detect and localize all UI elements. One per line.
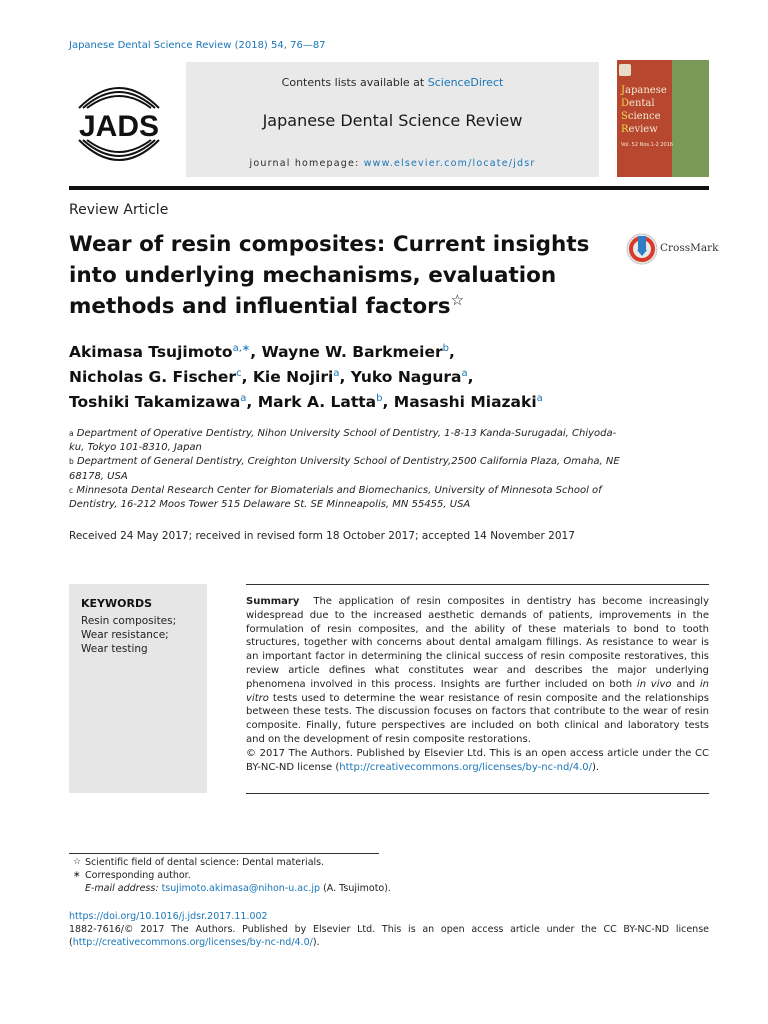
crossmark-icon (626, 232, 658, 266)
author-affiliation-mark[interactable]: a (536, 393, 543, 405)
issn-copyright: 1882-7616/© 2017 The Authors. Published by Elsevier Ltd. This is an open access article under the CC BY-NC-ND license (http://creativecommons.org/licenses/by-nc-nd/4.0/). (69, 924, 709, 948)
article-history: Received 24 May 2017; received in revised form 18 October 2017; accepted 14 November 2017 (69, 530, 575, 542)
author-affiliation-mark[interactable]: a (333, 368, 340, 380)
footer-license-link[interactable]: http://creativecommons.org/licenses/by-nc-nd/4.0/ (72, 937, 313, 948)
summary-label: Summary (246, 596, 300, 607)
journal-cover-image (617, 60, 709, 177)
journal-homepage-line (186, 158, 599, 169)
jads-logo-text: JADS (78, 110, 160, 143)
article-title-text: Wear of resin composites: Current insights into underlying mechanisms, evaluation methods and influential factors (69, 232, 590, 319)
keywords-list (81, 614, 176, 656)
summary-rule-top (246, 584, 709, 585)
author-affiliation-mark[interactable]: a (461, 368, 468, 380)
author-affiliation-mark[interactable]: b (442, 343, 449, 354)
author-affiliation-mark[interactable]: b (376, 393, 383, 405)
crossmark-button[interactable] (626, 232, 719, 266)
author-email-link[interactable]: tsujimoto.akimasa@nihon-u.ac.jp (161, 883, 321, 894)
affiliation-item: $^a$ Department of Operative Dentistry, Nihon University School of Dentistry, 1-8-13 Kanda-Surugadai, Chiyoda-ku, Tokyo 101-8310, Japan (69, 428, 617, 454)
sciencedirect-link[interactable]: ScienceDirect (427, 76, 504, 89)
jads-logo (69, 78, 169, 168)
footnote-rule (69, 853, 379, 854)
crossmark-label: CrossMark (660, 242, 719, 254)
keyword-item: Wear testing (81, 643, 148, 655)
footnotes (69, 856, 469, 895)
footnote-email: E-mail address: tsujimoto.akimasa@nihon-u.ac.jp (A. Tsujimoto). (85, 883, 391, 894)
author-list: Akimasa Tsujimoto$^{a,∗}$, Wayne W. Barkmeier$^b$, Nicholas G. Fischer$^c$, Kie Nojiri$^a$, Yuko Nagura$^a$, Toshiki Takamizawa$^a$, Mark A. Latta$^b$, Masashi Miazaki$^a$ (69, 343, 543, 412)
affiliation-list (69, 427, 629, 512)
author-name: Mark A. Latta (257, 393, 377, 412)
keyword-item: Wear resistance; (81, 629, 169, 641)
footnote-item: ☆ Scientific field of dental science: Dental materials. (73, 857, 325, 868)
jads-logo-graphic (69, 78, 169, 168)
cover-emblem (619, 64, 631, 76)
author-affiliation-mark[interactable]: c (236, 368, 242, 380)
author-name: Yuko Nagura (350, 368, 462, 387)
author-name: Toshiki Takamizawa (69, 393, 241, 412)
keywords-heading: KEYWORDS (81, 597, 153, 610)
author-name: Masashi Miazaki (393, 393, 537, 412)
summary-copyright: © 2017 The Authors. Published by Elsevier Ltd. This is an open access article under the CC BY-NC-ND license ( (246, 747, 709, 773)
contents-prefix: Contents lists available at (281, 76, 428, 89)
title-footnote-mark[interactable]: ☆ (450, 290, 465, 309)
license-link[interactable]: http://creativecommons.org/licenses/by-nc-nd/4.0/ (339, 761, 593, 773)
author-name: Akimasa Tsujimoto (69, 343, 233, 362)
cover-volume: Vol. 52 Nos.1-2 2016 (621, 142, 674, 148)
affiliation-item: $^c$ Minnesota Dental Research Center for Biomaterials and Biomechanics, University of Minnesota School of Dentistry, 16-212 Moos Tower 515 Delaware St. SE Minneapolis, MN 55455, USA (69, 484, 602, 511)
affiliation-item: $^b$ Department of General Dentistry, Creighton University School of Dentistry,2500 California Plaza, Omaha, NE 68178, USA (69, 456, 620, 482)
journal-name: Japanese Dental Science Review (262, 111, 523, 130)
summary-abstract: Summary The application of resin composites in dentistry has become increasingly widespread due to the increased aesthetic demands of patients, improvements in the formulation of resin composites, and the ability of these materials to bond to tooth structures, together with concerns about dental amalgam fillings. As resistance to wear is an important factor in determining the clinical success of resin composite restoratives, this review article defines what constitutes wear and describes the major underlying phenomena involved in this process. Insights are further included on both in vivo and in vitro tests used to determine the wear resistance of resin composite and the relationships between these tests. The discussion focuses on factors that contribute to the wear of resin composite. Finally, future perspectives are included on both clinical and laboratory tests and on the development of resin composite restorations. © 2017 The Authors. Published by Elsevier Ltd. This is an open access article under the CC BY-NC-ND license (http://creativecommons.org/licenses/by-nc-nd/4.0/). (246, 596, 710, 773)
header-rule (69, 186, 709, 190)
author-name: Nicholas G. Fischer (69, 368, 237, 387)
doi-link[interactable]: https://doi.org/10.1016/j.jdsr.2017.11.002 (69, 911, 268, 922)
author-affiliation-mark[interactable]: a (240, 393, 247, 405)
author-name: Wayne W. Barkmeier (261, 343, 443, 362)
keyword-item: Resin composites; (81, 615, 177, 627)
keywords-box (69, 584, 207, 793)
article-title (69, 229, 599, 322)
journal-citation-link[interactable]: Japanese Dental Science Review (2018) 54, 76—87 (69, 40, 326, 51)
summary-rule-bottom (246, 793, 709, 794)
author-affiliation-mark[interactable]: a,∗ (232, 343, 251, 354)
journal-homepage-link[interactable]: www.elsevier.com/locate/jdsr (363, 158, 536, 169)
contents-line (186, 76, 599, 89)
cover-title: Japanese Dental Science Review (621, 85, 667, 135)
author-name: Kie Nojiri (252, 368, 334, 387)
homepage-prefix: journal homepage: (249, 158, 364, 169)
footnote-item: ∗ Corresponding author. (73, 870, 191, 881)
journal-header-panel (186, 62, 599, 177)
article-type: Review Article (69, 202, 169, 218)
